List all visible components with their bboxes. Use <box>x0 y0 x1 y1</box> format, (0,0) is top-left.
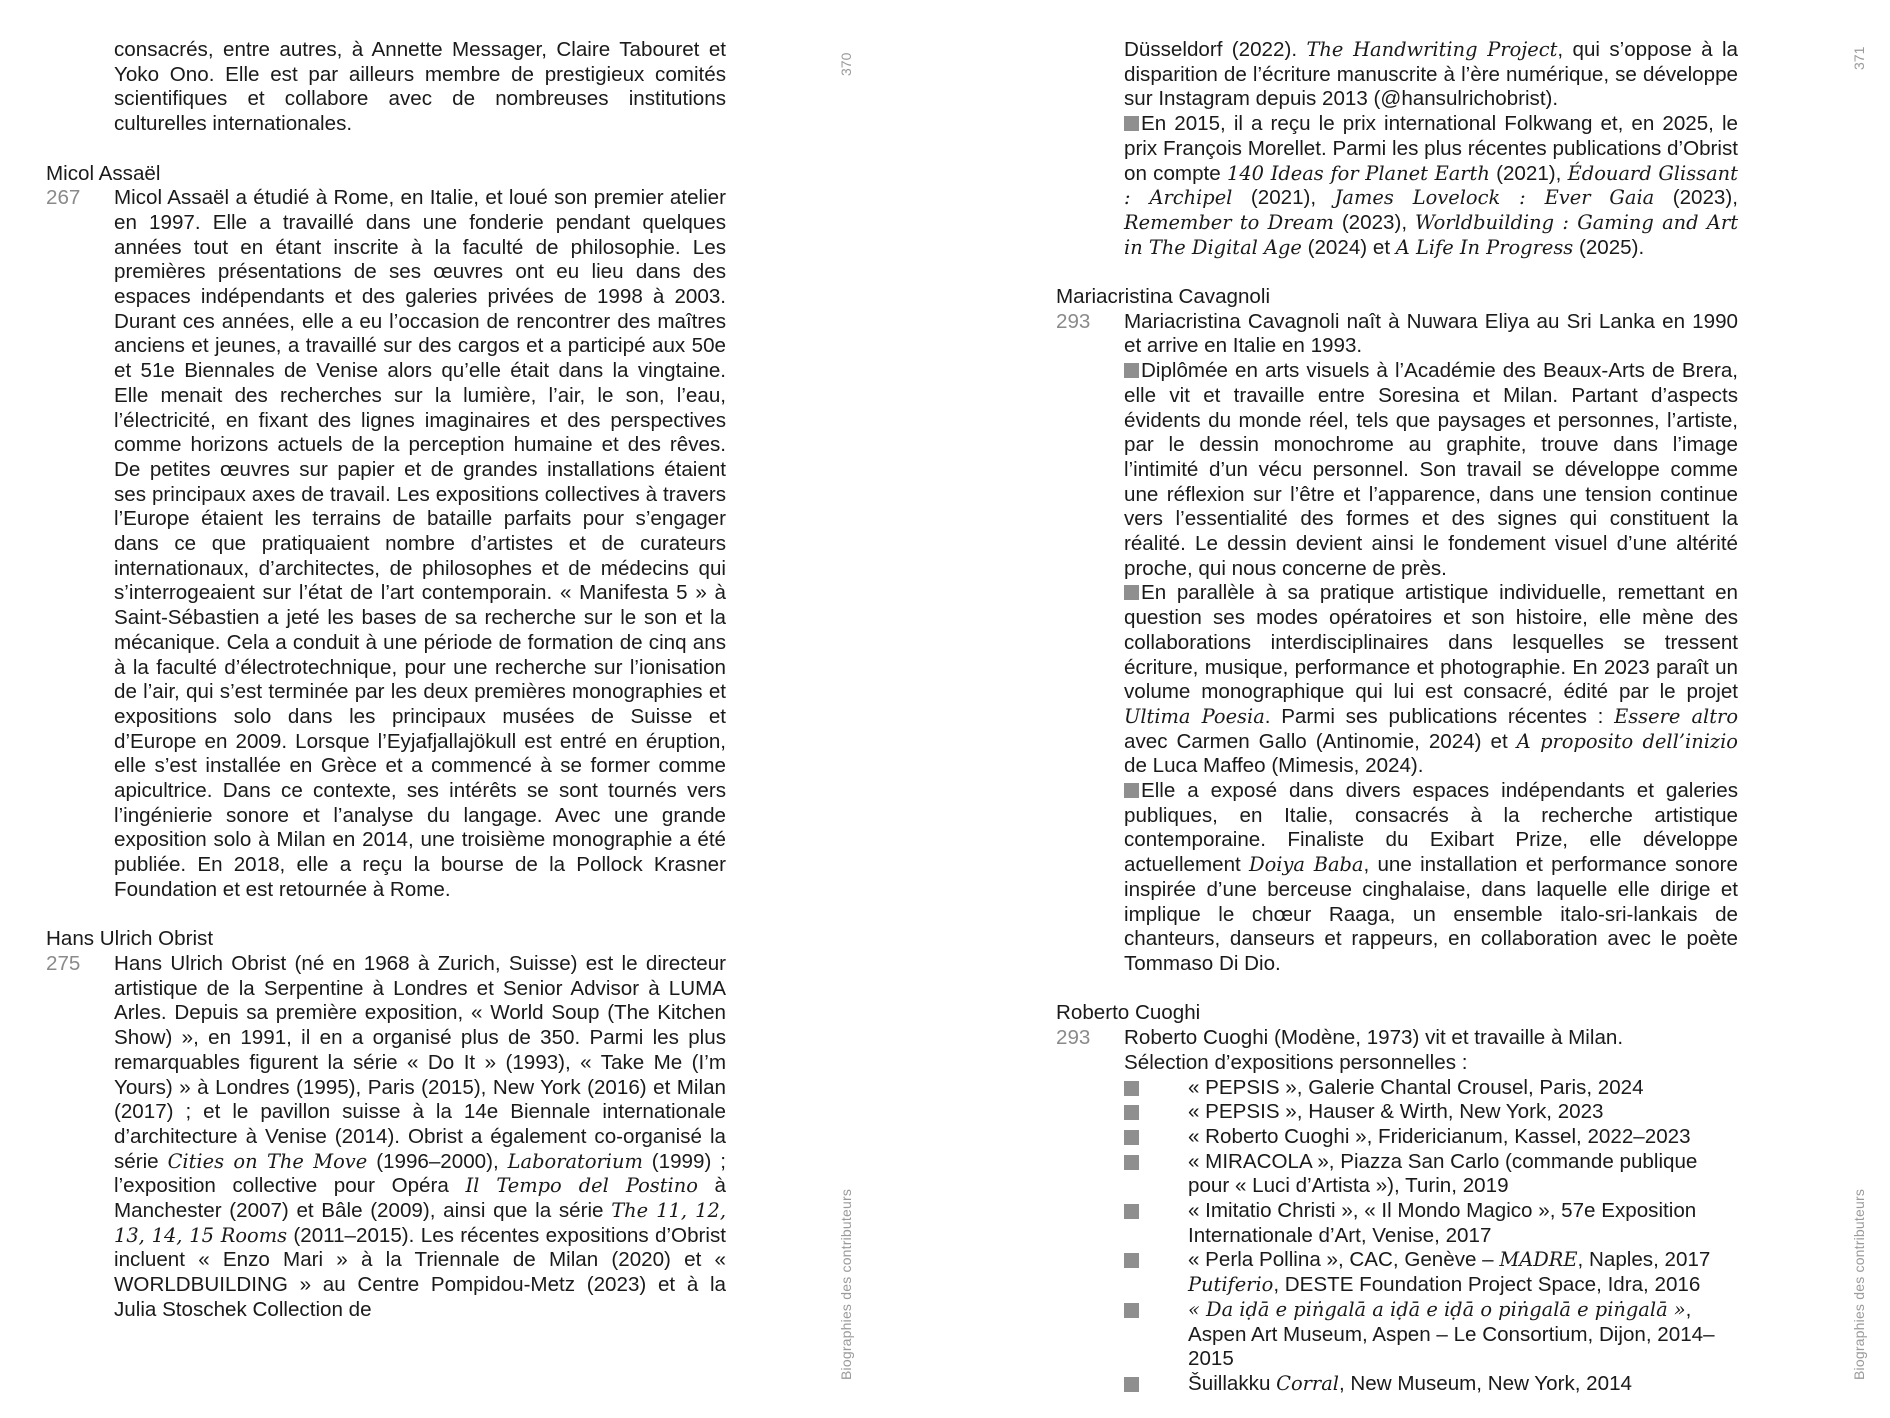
left-column <box>46 38 726 1323</box>
bullet-square-icon <box>1124 1155 1139 1170</box>
biography-text: Mariacristina Cavagnoli naît à Nuwara Eliya au Sri Lanka en 1990 et arrive en Italie en 1993. Diplômée en arts visuels à l’Académie des Beaux-Arts de Brera, elle vit et travaille entre Soresina et Milan. Partant d’aspects évidents du monde réel, tels que paysages et personnes, l’artiste, par le dessin monochrome au graphite, trouve dans l’image l’intimité d’un vécu personnel. Son travail se développe comme une réflexion sur l’être et l’apparence, dans une tension continue vers l’essentialité des formes et des signes qui constituent la réalité. Le dessin devient ainsi le fondement visuel d’une altérité proche, qui nous concerne de près. En parallèle à sa pratique artistique individuelle, remettant en question ses modes opératoires et son histoire, elle mène des collaborations interdisciplinaires dans lesquelles se tressent écriture, musique, performance et photographie. En 2023 paraît un volume monographique qui lui est consacré, édité par le projet Ultima Poesia. Parmi ses publications récentes : Essere altro avec Carmen Gallo (Antinomie, 2024) et A proposito dell’inizio de Luca Maffeo (Mimesis, 2024). Elle a exposé dans divers espaces indépendants et galeries publiques, en Italie, consacrés à la recherche artistique contemporaine. Finaliste du Exibart Prize, elle développe actuellement Doiya Baba, une installation et performance sonore inspirée d’une berceuse cinghalaise, dans laquelle elle dirige et implique le chœur Raaga, un ensemble italo-sri-lankais de chanteurs, danseurs et rappeurs, en collaboration avec le poète Tommaso Di Dio. <box>1124 309 1738 975</box>
list-item: « Da iḍā e piṅgalā a iḍā e iḍā o piṅgalā e piṅgalā », Aspen Art Museum, Aspen – Le Consortium, Dijon, 2014–2015 <box>1124 1298 1738 1372</box>
page-reference: 293 <box>1056 1026 1091 1050</box>
page-number: 370 <box>838 52 854 76</box>
italic-title: Cities on The Move <box>167 1149 368 1173</box>
list-item: « Perla Pollina », CAC, Genève – MADRE, Naples, 2017 Putiferio, DESTE Foundation Project Space, Idra, 2016 <box>1124 1248 1738 1297</box>
bullet-square-icon <box>1124 1253 1139 1268</box>
paragraph-marker-icon <box>1124 783 1139 798</box>
running-head: Biographies des contributeurs <box>1851 1188 1867 1380</box>
contributor-entry <box>1056 310 1738 977</box>
list-item: « Imitatio Christi », « Il Mondo Magico », 57e Exposition Internationale d’Art, Venise, 2017 <box>1124 1199 1738 1248</box>
contributor-name: Hans Ulrich Obrist <box>46 927 214 951</box>
bullet-square-icon <box>1124 1081 1139 1096</box>
contributor-entry <box>1056 1026 1738 1075</box>
running-head: Biographies des contributeurs <box>838 1188 854 1380</box>
contributor-entry <box>46 952 726 1323</box>
list-item: Šuillakku Corral, New Museum, New York, 2014 <box>1124 1372 1738 1397</box>
page-reference: 267 <box>46 186 81 210</box>
contributor-name: Roberto Cuoghi <box>1056 1001 1201 1025</box>
obrist-continuation: Düsseldorf (2022). The Handwriting Project, qui s’oppose à la disparition de l’écriture manuscrite à l’ère numérique, se développe sur Instagram depuis 2013 (@hansulrichobrist). En 2015, il a reçu le prix international Folkwang et, en 2025, le prix François Morellet. Parmi les plus récentes publications d’Obrist on compte 140 Ideas for Planet Earth (2021), Édouard Glissant : Archipel (2021), James Lovelock : Ever Gaia (2023), Remember to Dream (2023), Worldbuilding : Gaming and Art in The Digital Age (2024) et A Life In Progress (2025). <box>1124 38 1738 259</box>
paragraph-marker-icon <box>1124 363 1139 378</box>
italic-title: Laboratorium <box>507 1149 643 1173</box>
biography-text: Micol Assaël a étudié à Rome, en Italie, et loué son premier atelier en 1997. Elle a travaillé dans une fonderie pendant quelques années tout en étant inscrite à la faculté de philosophie. Les premières présentations de ses œuvres ont eu lieu dans des espaces indépendants et des galeries privées de 1998 à 2003. Durant ces années, elle a eu l’occasion de rencontrer des maîtres anciens et jeunes, a travaillé sur des cargos et a participé aux 50e et 51e Biennales de Venise alors qu’elle était dans la vingtaine. Elle menait des recherches sur la lumière, l’air, le son, l’eau, l’électricité, en fixant des lignes imaginaires et des perspectives comme horizons actuels de la perception humaine et des rêves. De petites œuvres sur papier et de grandes installations étaient ses principaux axes de travail. Les expositions collectives à travers l’Europe étaient les terrains de bataille parfaits pour s’engager dans ce que pratiquaient nombre d’artistes et de curateurs internationaux, d’architectes, de philosophes et de médecins qui s’interrogeaient sur l’état de l’art contemporain. « Manifesta 5 » à Saint-Sébastien a jeté les bases de sa recherche sur le son et la mécanique. Cela a conduit à une période de formation de cinq ans à la faculté d’électrotechnique, pour une recherche sur l’ionisation de l’air, qui s’est terminée par les deux premières monographies et expositions solo dans les principaux musées de Suisse et d’Europe en 2009. Lorsque l’Eyjafjallajökull est entré en éruption, elle s’est installée en Grèce et a commencé à se former comme apicultrice. Dans ce contexte, ses intérêts se sont tournés vers l’ingénierie sonore et l’analyse du langage. Avec une grande exposition solo à Milan en 2014, une troisième monographie a été publiée. En 2018, elle a reçu la bourse de la Pollock Krasner Foundation et est retournée à Rome. <box>114 186 726 901</box>
page-reference: 275 <box>46 951 81 975</box>
biography-text: Roberto Cuoghi (Modène, 1973) vit et travaille à Milan. Sélection d’expositions personnelles : <box>1124 1026 1624 1074</box>
intro-continuation: consacrés, entre autres, à Annette Messager, Claire Tabouret et Yoko Ono. Elle est par ailleurs membre de prestigieux comités scientifiques et collabore avec de nombreuses institutions culturelles internationales. <box>114 38 726 136</box>
bullet-square-icon <box>1124 1377 1139 1392</box>
right-column <box>1056 38 1738 1397</box>
italic-title: The 11, 12, 13, 14, 15 Rooms <box>114 1199 726 1247</box>
list-item: « PEPSIS », Galerie Chantal Crousel, Paris, 2024 <box>1124 1076 1738 1101</box>
list-item: « Roberto Cuoghi », Fridericianum, Kassel, 2022–2023 <box>1124 1125 1738 1150</box>
list-item: « MIRACOLA », Piazza San Carlo (commande publique pour « Luci d’Artista »), Turin, 2019 <box>1124 1150 1738 1199</box>
contributor-name: Micol Assaël <box>46 161 161 185</box>
paragraph-marker-icon <box>1124 116 1139 131</box>
bullet-square-icon <box>1124 1105 1139 1120</box>
biography-text: Hans Ulrich Obrist (né en 1968 à Zurich, Suisse) est le directeur artistique de la Serpentine à Londres et Senior Advisor à LUMA Arles. Depuis sa première exposition, « World Soup (The Kitchen Show) », en 1991, il en a organisé plus de 350. Parmi les plus remarquables figurent la série « Do It » (1993), « Take Me (I’m Yours) » à Londres (1995), Paris (2015), New York (2016) et Milan (2017) ; et le pavillon suisse à la 14e Biennale internationale d’architecture à Venise (2014). Obrist a également co-organisé la série Cities on The Move (1996–2000), Laboratorium (1999) ; l’exposition collective pour Opéra Il Tempo del Postino à Manchester (2007) et Bâle (2009), ainsi que la série The 11, 12, 13, 14, 15 Rooms (2011–2015). Les récentes expositions d’Obrist incluent « Enzo Mari » à la Triennale de Milan (2020) et « WORLDBUILDING » au Centre Pompidou-Metz (2023) et à la Julia Stoschek Collection de <box>114 951 726 1321</box>
bullet-square-icon <box>1124 1204 1139 1219</box>
bullet-square-icon <box>1124 1303 1139 1318</box>
bullet-square-icon <box>1124 1130 1139 1145</box>
paragraph-marker-icon <box>1124 585 1139 600</box>
contributor-entry <box>46 186 726 902</box>
page-reference: 293 <box>1056 309 1091 333</box>
contributor-name: Mariacristina Cavagnoli <box>1056 285 1271 309</box>
page-number: 371 <box>1851 46 1867 70</box>
list-item: « PEPSIS », Hauser & Wirth, New York, 2023 <box>1124 1100 1738 1125</box>
exhibition-list <box>1056 1076 1738 1397</box>
italic-title: Il Tempo del Postino <box>465 1174 698 1198</box>
